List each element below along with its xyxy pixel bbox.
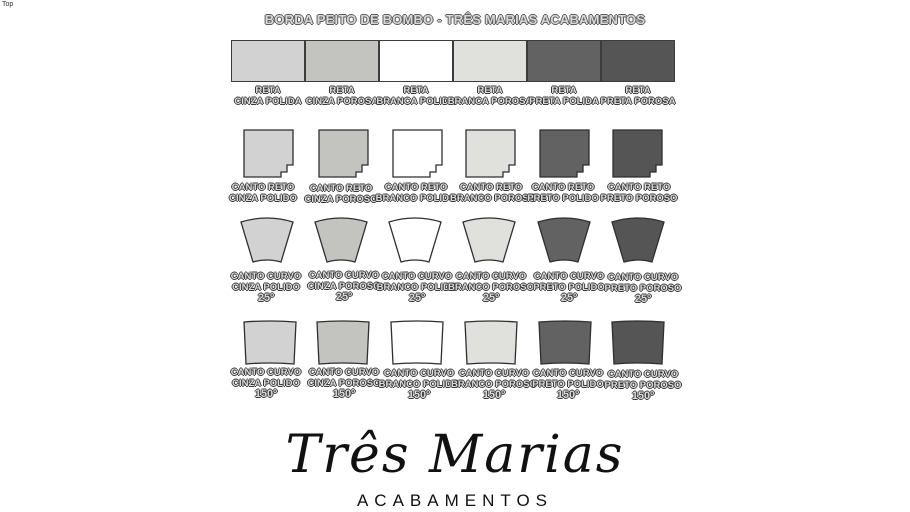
- swatch-canto-curvo-150-branco-poroso[interactable]: [464, 321, 518, 365]
- swatch-reta-cinza-porosa[interactable]: [305, 40, 379, 82]
- swatch-canto-reto-cinza-polido[interactable]: [243, 129, 295, 179]
- swatch-canto-curvo-25-cinza-poroso[interactable]: [313, 216, 369, 264]
- caption-reta-cinza-polida: RETA CINZA POLIDA: [234, 85, 302, 107]
- swatch-canto-curvo-150-cinza-polido[interactable]: [243, 321, 297, 365]
- caption-canto-curvo-150-cinza-poroso: CANTO CURVO CINZA POROSO 150º: [307, 367, 381, 400]
- swatch-canto-curvo-25-branco-poroso[interactable]: [461, 216, 517, 264]
- swatch-canto-curvo-150-branco-polido[interactable]: [390, 321, 444, 365]
- caption-canto-curvo-25-cinza-polido: CANTO CURVO CINZA POLIDO 25º: [230, 271, 302, 304]
- swatch-canto-reto-branco-polido[interactable]: [392, 129, 444, 179]
- swatch-canto-reto-preto-poroso[interactable]: [612, 129, 664, 179]
- swatch-canto-curvo-150-cinza-poroso[interactable]: [316, 321, 370, 365]
- caption-canto-curvo-25-branco-polido: CANTO CURVO BRANCO POLIDO 25º: [376, 271, 458, 304]
- swatch-reta-cinza-polida[interactable]: [231, 40, 305, 82]
- swatch-canto-reto-branco-poroso[interactable]: [465, 129, 517, 179]
- caption-canto-curvo-25-cinza-poroso: CANTO CURVO CINZA POROSO 25º: [307, 270, 381, 303]
- swatch-canto-curvo-25-branco-polido[interactable]: [387, 216, 443, 264]
- caption-canto-curvo-150-preto-polido: CANTO CURVO PRETO POLIDO 150º: [532, 368, 604, 401]
- caption-canto-curvo-150-branco-poroso: CANTO CURVO BRANCO POROSO 150º: [450, 368, 538, 401]
- caption-canto-reto-branco-polido: CANTO RETO BRANCO POLIDO: [375, 182, 457, 204]
- viewport-view-label: Top: [2, 1, 14, 8]
- swatch-reta-preta-polida[interactable]: [527, 40, 601, 82]
- caption-canto-reto-preto-polido: CANTO RETO PRETO POLIDO: [527, 182, 599, 204]
- caption-canto-reto-preto-poroso: CANTO RETO PRETO POROSO: [600, 182, 678, 204]
- swatch-canto-curvo-25-preto-poroso[interactable]: [610, 216, 666, 264]
- caption-reta-cinza-porosa: RETA CINZA POROSA: [305, 85, 379, 107]
- caption-canto-curvo-25-preto-polido: CANTO CURVO PRETO POLIDO 25º: [533, 271, 605, 304]
- swatch-canto-curvo-150-preto-poroso[interactable]: [611, 321, 665, 365]
- page-title: BORDA PEITO DE BOMBO - TRÊS MARIAS ACABAMENTOS: [264, 12, 646, 27]
- swatch-canto-curvo-150-preto-polido[interactable]: [538, 321, 592, 365]
- caption-canto-reto-branco-poroso: CANTO RETO BRANCO POROSO: [450, 182, 537, 204]
- caption-canto-curvo-25-preto-poroso: CANTO CURVO PRETO POROSO 25º: [604, 272, 682, 305]
- caption-reta-branca-porosa: RETA BRANCA POROSA: [447, 85, 533, 107]
- caption-canto-reto-cinza-polido: CANTO RETO CINZA POLIDO: [229, 182, 297, 204]
- swatch-reta-branca-porosa[interactable]: [453, 40, 527, 82]
- caption-canto-curvo-150-cinza-polido: CANTO CURVO CINZA POLIDO 150º: [230, 367, 302, 400]
- caption-canto-reto-cinza-poroso: CANTO RETO CINZA POROSO: [304, 183, 378, 205]
- caption-canto-curvo-150-branco-polido: CANTO CURVO BRANCO POLIDO 150º: [378, 368, 460, 401]
- swatch-reta-branca-polida[interactable]: [379, 40, 453, 82]
- swatch-canto-curvo-25-cinza-polido[interactable]: [239, 216, 295, 264]
- swatch-reta-preta-porosa[interactable]: [601, 40, 675, 82]
- caption-canto-curvo-25-branco-poroso: CANTO CURVO BRANCO POROSO 25º: [447, 271, 535, 304]
- logo-wordmark: Três Marias: [285, 425, 625, 485]
- swatch-canto-reto-preto-polido[interactable]: [539, 129, 591, 179]
- caption-reta-preta-polida: RETA PRETA POLIDA: [529, 85, 599, 107]
- caption-reta-branca-polida: RETA BRANCA POLIDA: [376, 85, 456, 107]
- caption-reta-preta-porosa: RETA PRETA POROSA: [600, 85, 676, 107]
- swatch-canto-curvo-25-preto-polido[interactable]: [536, 216, 592, 264]
- caption-canto-curvo-150-preto-poroso: CANTO CURVO PRETO POROSO 150º: [604, 369, 682, 402]
- swatch-canto-reto-cinza-poroso[interactable]: [318, 129, 370, 179]
- logo-subtitle: ACABAMENTOS: [356, 491, 554, 510]
